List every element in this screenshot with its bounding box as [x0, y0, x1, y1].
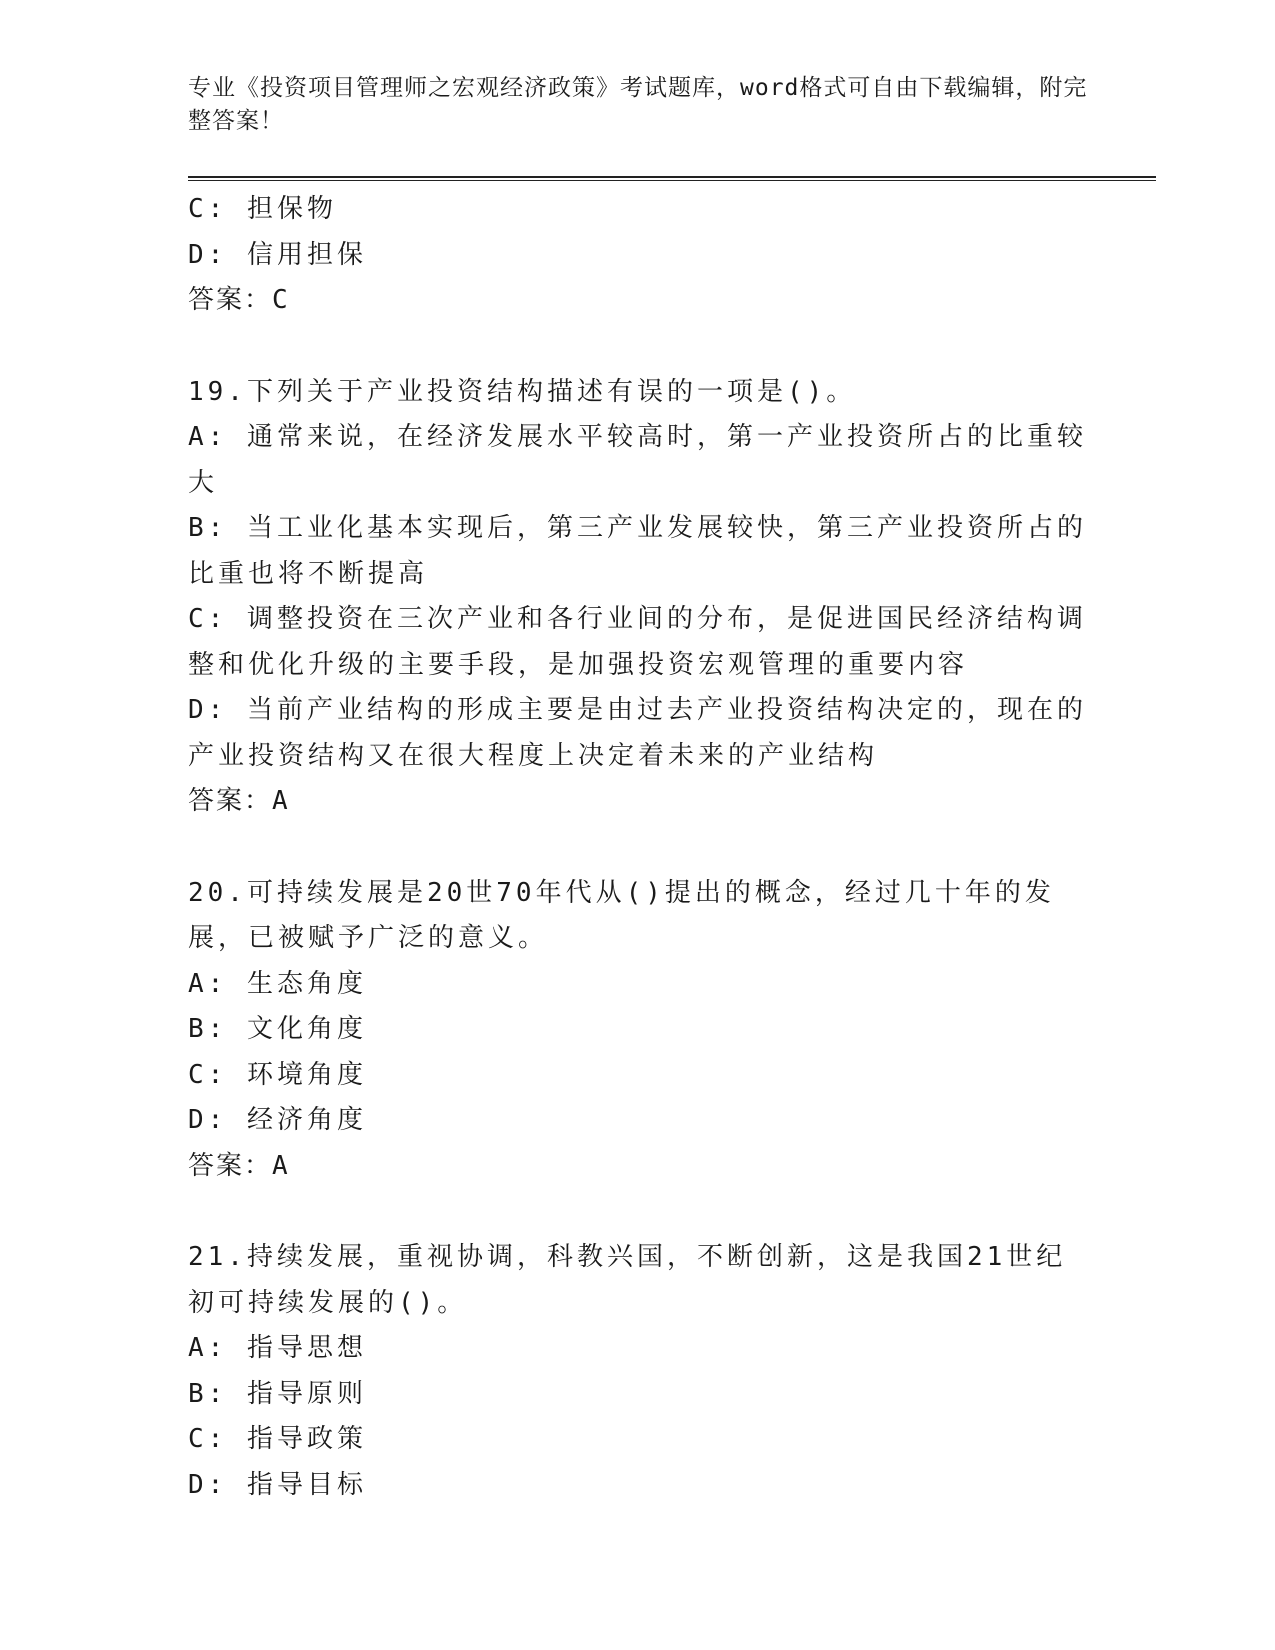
option-b: B: 当工业化基本实现后，第三产业发展较快，第三产业投资所占的比重也将不断提高: [188, 513, 1087, 589]
previous-question-tail: [188, 187, 1088, 324]
option-d: D: 经济角度: [188, 1105, 367, 1135]
option-c: C: 调整投资在三次产业和各行业间的分布，是促进国民经济结构调整和优化升级的主要手段，是加强投资宏观管理的重要内容: [188, 604, 1087, 680]
spacer: [188, 825, 1088, 871]
answer: 答案：C: [188, 285, 290, 315]
option-c: C: 指导政策: [188, 1424, 367, 1454]
question-20: [188, 871, 1088, 1190]
spacer: [188, 324, 1088, 370]
option-c: C: 环境角度: [188, 1059, 367, 1090]
spacer: [188, 1189, 1088, 1235]
option-c: C: 担保物: [188, 194, 337, 224]
option-b: B: 指导原则: [188, 1378, 367, 1409]
option-a: A: 通常来说，在经济发展水平较高时，第一产业投资所占的比重较大: [188, 422, 1087, 498]
question-21: [188, 1235, 1088, 1508]
option-d: D: 指导目标: [188, 1469, 367, 1500]
question-19: [188, 370, 1088, 825]
question-content: [188, 187, 1088, 1508]
option-b: B: 文化角度: [188, 1014, 367, 1044]
question-stem: 19.下列关于产业投资结构描述有误的一项是()。: [188, 376, 857, 407]
question-stem: 21.持续发展，重视协调，科教兴国，不断创新，这是我国21世纪初可持续发展的()。: [188, 1242, 1067, 1318]
option-d: D: 信用担保: [188, 239, 367, 270]
option-a: A: 指导思想: [188, 1333, 367, 1363]
page-header: 专业《投资项目管理师之宏观经济政策》考试题库，word格式可自由下载编辑，附完整答案！: [188, 75, 1088, 134]
header-divider: [188, 176, 1156, 181]
option-a: A: 生态角度: [188, 968, 367, 999]
option-d: D: 当前产业结构的形成主要是由过去产业投资结构决定的，现在的产业投资结构又在很大程度上决定着未来的产业结构: [188, 695, 1087, 771]
answer: 答案：A: [188, 1150, 290, 1181]
answer: 答案：A: [188, 786, 290, 816]
question-stem: 20.可持续发展是20世70年代从()提出的概念，经过几十年的发展，已被赋予广泛的意义。: [188, 877, 1055, 953]
